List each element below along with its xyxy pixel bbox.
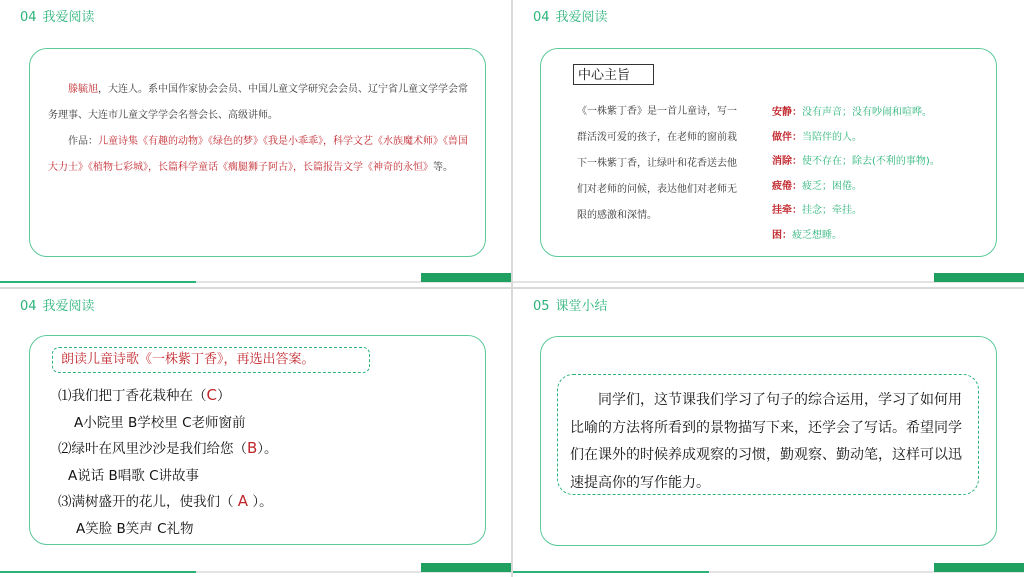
question-end: ）。: [257, 441, 278, 457]
question-1: [58, 384, 230, 404]
vocab-definition: 挂念；牵挂。: [802, 205, 862, 216]
footer-accent-bar: [934, 273, 1024, 282]
footer-accent-line: [0, 281, 196, 283]
question-3-options: A笑脸 B笑声 C礼物: [76, 521, 194, 537]
vocab-term: 安静: [772, 107, 792, 118]
slide-author-bio[interactable]: [0, 0, 511, 287]
section-number: 04: [20, 10, 37, 25]
question-text: ⑴我们把丁香花栽种在（: [58, 388, 207, 404]
vocab-term: 困: [772, 229, 782, 241]
author-description: ，大连人。系中国作家协会会员、中国儿童文学研究会会员、辽宁省儿童文学学会常务理事、大连市儿童文学学会名誉会长、高级讲师。: [48, 84, 468, 121]
vocab-term: 疲倦: [772, 180, 792, 192]
slide-lesson-summary[interactable]: [513, 289, 1024, 577]
question-2: [58, 437, 278, 457]
vocab-term: 挂牵: [772, 205, 792, 216]
vocab-definition: 当陪伴的人。: [802, 131, 862, 143]
works-list: 儿童诗集《有趣的动物》《绿色的梦》《我是小乖乖》，科学文艺《水族魔术师》《兽国大力士》《植物七彩城》，长篇科学童话《瘸腿狮子阿古》，长篇报告文学《神奇的永恒》: [48, 136, 468, 173]
poem-summary: 《一株紫丁香》是一首儿童诗，写一群活泼可爱的孩子，在老师的窗前栽下一株紫丁香，让绿叶和花香送去他们对老师的问候，表达他们对老师无限的感激和深情。: [577, 106, 737, 221]
footer-accent-bar: [421, 273, 511, 282]
vocab-list: [772, 101, 940, 248]
question-end: ）: [216, 388, 231, 404]
vocab-definition: 疲乏想睡。: [792, 229, 842, 241]
slide-main-idea[interactable]: [513, 0, 1024, 287]
section-name: 课堂小结: [555, 299, 608, 314]
section-title: [20, 295, 95, 314]
section-number: 05: [533, 299, 550, 314]
vocab-item: 做伴：当陪伴的人。: [772, 131, 862, 143]
section-title: [533, 6, 608, 25]
question-text: ⑶满树盛开的花儿，使我们（: [58, 494, 238, 510]
answer-mark: C: [206, 386, 217, 404]
main-idea-label: 中心主旨: [573, 64, 654, 85]
section-name: 我爱阅读: [42, 299, 95, 314]
vocab-item: 疲倦：疲乏；困倦。: [772, 180, 862, 192]
question-text: ⑵绿叶在风里沙沙是我们给您（: [58, 441, 247, 457]
author-bio: [48, 77, 470, 181]
vocab-term: 做伴: [772, 131, 792, 143]
footer-accent-line: [513, 571, 709, 573]
footer-accent-bar: [421, 563, 511, 572]
vocab-item: 困：疲乏想睡。: [772, 229, 842, 241]
content-card: [29, 48, 486, 257]
vocab-definition: 疲乏；困倦。: [802, 180, 862, 192]
section-title: [533, 295, 608, 314]
author-name: 滕毓旭: [68, 84, 98, 95]
vocab-term: 消除: [772, 156, 792, 167]
task-instruction: 朗读儿童诗歌《一株紫丁香》，再选出答案。: [52, 347, 370, 373]
section-name: 我爱阅读: [555, 10, 608, 25]
slide-reading-quiz[interactable]: [0, 289, 511, 577]
answer-mark: B: [247, 439, 258, 457]
vocab-item: 消除：使不存在；除去(不利的事物)。: [772, 156, 940, 167]
question-3: [58, 490, 273, 510]
question-end: ）。: [248, 494, 273, 510]
lesson-summary-text: 同学们，这节课我们学习了句子的综合运用，学习了如何用比喻的方法将所看到的景物描写下来，还学会了写话。希望同学们在课外的时候养成观察的习惯，勤观察、勤动笔，这样可以迅速提高你的写作能力。: [557, 374, 979, 495]
section-number: 04: [533, 10, 550, 25]
works-label: 作品：: [68, 136, 98, 147]
footer-accent-line: [0, 571, 196, 573]
answer-mark: A: [237, 492, 249, 510]
vocab-definition: 使不存在；除去(不利的事物)。: [802, 156, 940, 167]
footer-accent-bar: [934, 563, 1024, 572]
vocab-definition: 没有声音；没有吵闹和喧哗。: [802, 107, 932, 118]
question-1-options: A小院里 B学校里 C老师窗前: [74, 415, 246, 431]
section-name: 我爱阅读: [42, 10, 95, 25]
works-end: 等。: [433, 162, 453, 173]
vocab-item: 安静：没有声音；没有吵闹和喧哗。: [772, 107, 932, 118]
question-2-options: A说话 B唱歌 C讲故事: [68, 468, 200, 484]
vocab-item: 挂牵：挂念；牵挂。: [772, 205, 862, 216]
section-number: 04: [20, 299, 37, 314]
section-title: [20, 6, 95, 25]
